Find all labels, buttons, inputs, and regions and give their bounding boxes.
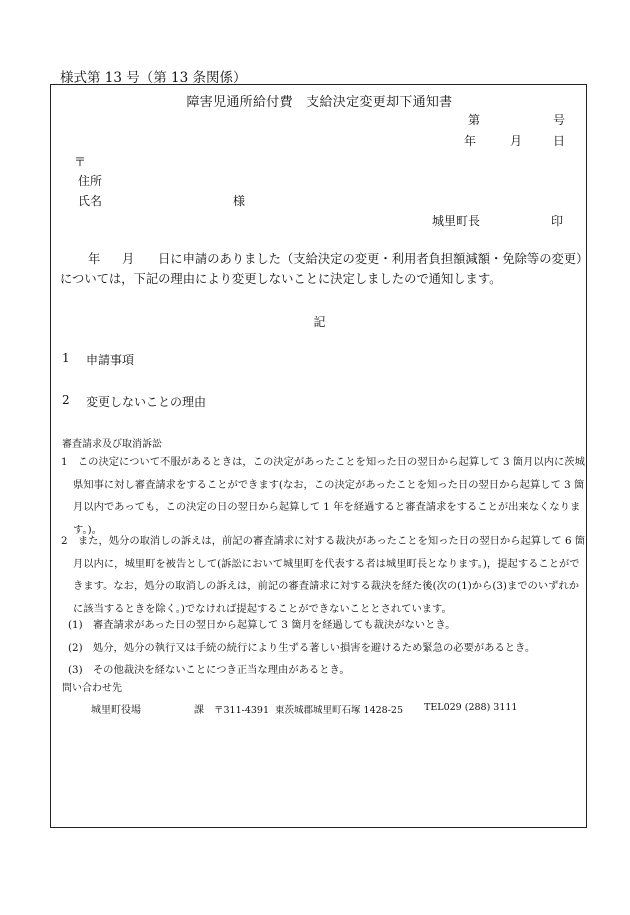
contact-tel: TEL029 (288) 3111 — [424, 702, 518, 713]
notice-para2 — [61, 530, 585, 620]
document-title: 障害児通所給付費 支給決定変更却下通知書 — [186, 95, 453, 110]
notice-para1 — [61, 451, 585, 541]
item-1-label: 申請事項 — [86, 353, 135, 367]
contact-address: 東茨城郡城里町石塚 1428-25 — [275, 705, 403, 716]
contact-postal: 〒311-4391 — [214, 705, 270, 716]
date-year: 年 — [464, 134, 477, 148]
item-1-number: 1 — [62, 351, 70, 365]
notice-sub-item: (2) 処分，処分の執行又は手続の続行により生ずる著しい損害を避けるため緊急の必要があるとき。 — [68, 641, 536, 654]
item-2-number: 2 — [62, 393, 70, 407]
notice-sub-items — [68, 614, 535, 682]
notice-para2-line: 月以内に，城里町を被告として(訴訟において城里町を代表する者は城里町長となります。)，提起することがで — [73, 557, 580, 570]
contact-heading: 問い合わせ先 — [62, 683, 122, 694]
notice-para1-line: す。)。 — [73, 523, 102, 536]
name-label: 氏名 — [78, 194, 103, 208]
document-frame — [50, 84, 587, 828]
item-2-label: 変更しないことの理由 — [86, 395, 207, 409]
body-year: 年 — [88, 252, 101, 266]
notice-para1-line: 県知事に対し審査請求をすることができます(なお，この決定があったことを知った日の翌日から起算して 3 箇 — [73, 478, 585, 491]
notice-heading: 審査請求及び取消訴訟 — [62, 439, 162, 450]
number-suffix: 号 — [553, 113, 566, 127]
honorific: 様 — [233, 194, 246, 208]
contact-office: 城里町役場 — [91, 705, 141, 716]
ki-heading: 記 — [313, 315, 326, 329]
notice-para1-line: 月以内であっても，この決定の日の翌日から起算して 1 年を経過すると審査請求をすることが出来なくなりま — [73, 501, 581, 513]
notice-para2-line: に該当するときを除く。)でなければ提起することができないこととされています。 — [73, 602, 452, 615]
notice-sub-item: (3) その他裁決を経ないことにつき正当な理由があるとき。 — [68, 664, 350, 676]
body-line1: 日に申請のありました（支給決定の変更・利用者負担額減額・免除等の変更） — [158, 252, 589, 266]
form-id: 様式第 13 号（第 13 条関係） — [60, 70, 247, 86]
address-label: 住所 — [78, 174, 103, 188]
date-day: 日 — [553, 134, 566, 148]
issuer-title: 城里町長 — [432, 214, 481, 228]
body-month: 月 — [122, 252, 135, 266]
number-prefix: 第 — [468, 113, 481, 127]
contact-dept: 課 — [194, 705, 204, 716]
notice-para2-line: きます。なお，処分の取消しの訴えは，前記の審査請求に対する裁決を経た後(次の(1)から(3)までのいずれか — [73, 580, 580, 592]
date-month: 月 — [510, 134, 523, 148]
issuer-seal: 印 — [551, 214, 564, 228]
notice-para1-line: 1 この決定について不服があるときは，この決定があったことを知った日の翌日から起算して 3 箇月以内に茨城 — [61, 456, 585, 468]
body-line2: については，下記の理由により変更しないことに決定しましたので通知します。 — [60, 272, 502, 286]
notice-sub-item: (1) 審査請求があった日の翌日から起算して 3 箇月を経過しても裁決がないとき。 — [68, 619, 456, 631]
notice-para2-line: 2 また，処分の取消しの訴えは，前記の審査請求に対する裁決があったことを知った日の翌日から起算して 6 箇 — [61, 535, 586, 547]
postal-mark: 〒 — [74, 155, 87, 169]
